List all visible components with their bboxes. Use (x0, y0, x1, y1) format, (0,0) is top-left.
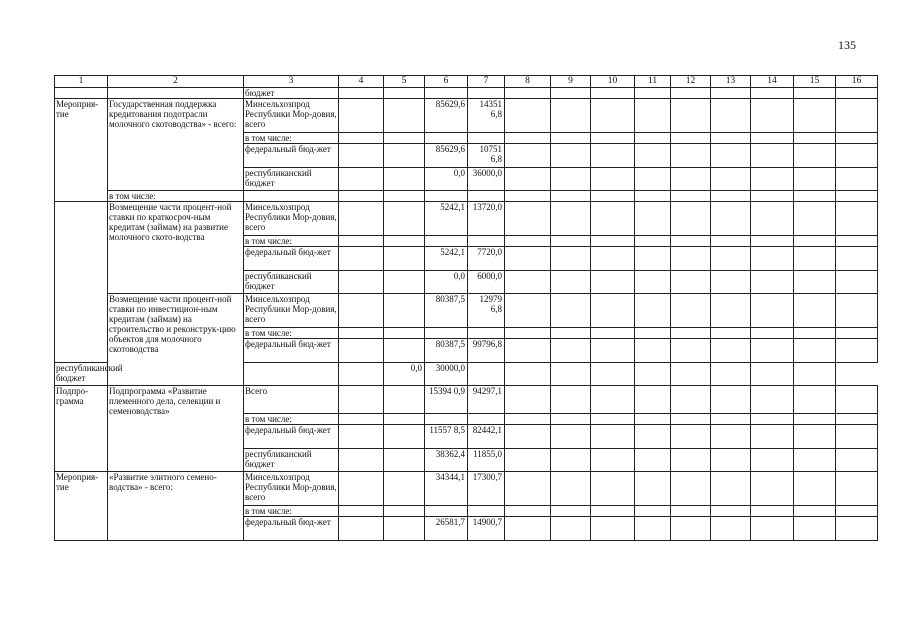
funding-source: республиканский бюджет (244, 271, 339, 294)
value-cell: 5242,1 (425, 247, 468, 271)
value-cell: 34344,1 (425, 472, 468, 506)
column-header: 9 (551, 76, 591, 88)
value-cell: 14900,7 (468, 517, 505, 541)
item-title: в том числе: (108, 191, 244, 202)
value-cell: 26581,7 (425, 517, 468, 541)
value-cell: 82442,1 (468, 425, 505, 449)
value-cell: 6000,0 (468, 271, 505, 294)
funding-source: в том числе: (244, 236, 339, 247)
value-cell: 94297,1 (468, 386, 505, 414)
column-header: 3 (244, 76, 339, 88)
funding-source: в том числе: (244, 506, 339, 517)
page-number: 135 (838, 38, 856, 52)
item-title: Возмещение части процент-ной ставки по инвестицион-ным кредитам (займам) на строительство и реконструк-цию объектов для молочного скотоводства (108, 294, 244, 386)
column-header: 5 (384, 76, 425, 88)
funding-source: федеральный бюд-жет (244, 517, 339, 541)
table-row (55, 472, 878, 506)
funding-source: Минсельхозпрод Республики Мор-довия, всего (244, 294, 339, 328)
value-cell: 99796,8 (468, 339, 505, 363)
funding-source: Минсельхозпрод Республики Мор-довия, всего (244, 472, 339, 506)
table-row (55, 386, 878, 414)
table-row (55, 99, 878, 133)
row-type: Мероприя-тие (55, 99, 108, 202)
column-header: 10 (591, 76, 635, 88)
value-cell: 85629,6 (425, 144, 468, 168)
item-title: Возмещение части процент-ной ставки по краткосроч-ным кредитам (займам) на развитие молочного ското-водства (108, 202, 244, 294)
row-type: Подпро-грамма (55, 386, 108, 472)
column-header: 1 (55, 76, 108, 88)
item-title: Подпрограмма «Развитие племенного дела, селекции и семеноводства» (108, 386, 244, 472)
funding-source: в том числе: (244, 133, 339, 144)
value-cell: 11557 8,5 (425, 425, 468, 449)
value-cell: 30000,0 (425, 363, 468, 386)
funding-source: республиканский бюджет (55, 363, 108, 386)
funding-source: федеральный бюд-жет (244, 425, 339, 449)
funding-source: федеральный бюд-жет (244, 247, 339, 271)
column-header: 16 (836, 76, 878, 88)
column-header: 15 (794, 76, 836, 88)
funding-source: республиканский бюджет (244, 449, 339, 472)
column-header: 2 (108, 76, 244, 88)
funding-source: Минсельхозпрод Республики Мор-довия, всего (244, 99, 339, 133)
funding-source: в том числе: (244, 328, 339, 339)
header-row (55, 76, 878, 88)
table-row (55, 294, 878, 328)
value-cell: 14351 6,8 (468, 99, 505, 133)
funding-source: Всего (244, 386, 339, 414)
column-header: 13 (711, 76, 751, 88)
value-cell: 80387,5 (425, 339, 468, 363)
value-cell: 0,0 (425, 271, 468, 294)
funding-source: бюджет (244, 88, 339, 99)
column-header: 6 (425, 76, 468, 88)
column-header: 7 (468, 76, 505, 88)
column-header: 8 (505, 76, 551, 88)
value-cell: 80387,5 (425, 294, 468, 328)
funding-source: федеральный бюд-жет (244, 339, 339, 363)
value-cell: 0,0 (425, 168, 468, 191)
value-cell: 11855,0 (468, 449, 505, 472)
value-cell: 36000,0 (468, 168, 505, 191)
value-cell: 13720,0 (468, 202, 505, 236)
item-title: «Развитие элитного семено-водства» - всего: (108, 472, 244, 541)
column-header: 14 (751, 76, 794, 88)
value-cell: 17300,7 (468, 472, 505, 506)
funding-source: Минсельхозпрод Республики Мор-довия, всего (244, 202, 339, 236)
budget-table (54, 75, 878, 541)
funding-source: республиканский бюджет (244, 168, 339, 191)
column-header: 12 (671, 76, 711, 88)
value-cell: 0,0 (384, 363, 425, 386)
value-cell: 5242,1 (425, 202, 468, 236)
table-row (55, 202, 878, 236)
value-cell: 15394 0,9 (425, 386, 468, 414)
table-row (55, 191, 878, 202)
value-cell: 7720,0 (468, 247, 505, 271)
funding-source: федеральный бюд-жет (244, 144, 339, 168)
row-type: Мероприя-тие (55, 472, 108, 541)
value-cell: 12979 6,8 (468, 294, 505, 328)
item-title: Государственная поддержка кредитования подотрасли молочного скотоводства» - всего: (108, 99, 244, 191)
table-row (55, 88, 878, 99)
value-cell: 38362,4 (425, 449, 468, 472)
funding-source: в том числе: (244, 414, 339, 425)
column-header: 4 (339, 76, 384, 88)
column-header: 11 (635, 76, 671, 88)
value-cell: 10751 6,8 (468, 144, 505, 168)
value-cell: 85629,6 (425, 99, 468, 133)
